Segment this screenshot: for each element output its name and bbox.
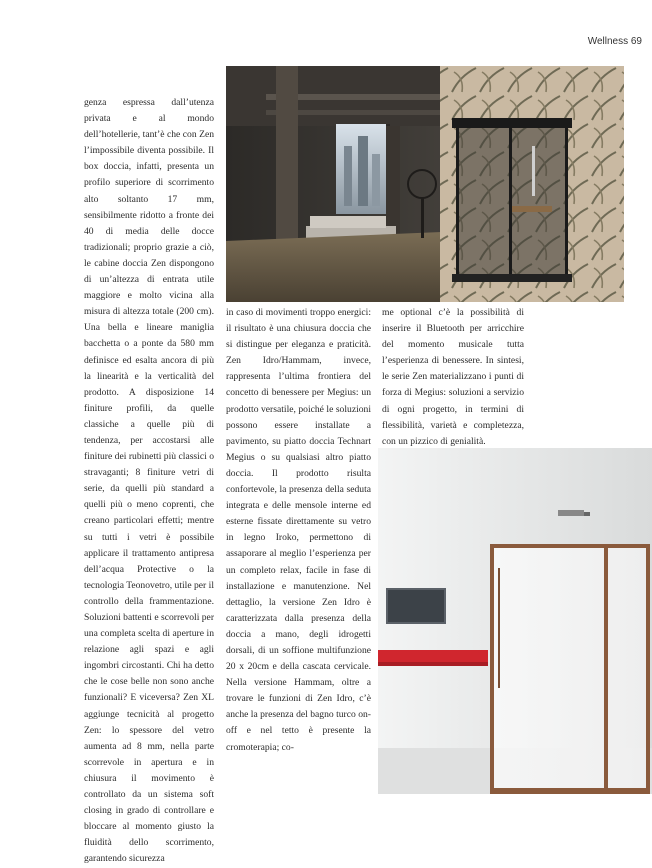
article-column-3 [382, 305, 524, 450]
article-column-1 [84, 95, 214, 868]
article-column-2 [226, 305, 371, 756]
page-header-folio: Wellness 69 [587, 36, 642, 47]
article-paragraph: in caso di movimenti troppo energici: il risultato è una chiusura doccia che si distingue per eleganza e praticità. Zen Idro/Hammam, invece, rappresenta l’ultima frontiera del concetto di benessere per Megius: un prodotto versatile, poiché le soluzioni possono essere installate a pavimento, su piatto doccia Technart Megius o su qualsiasi altro piatto doccia. Il prodotto risulta confortevole, la presenza della seduta integrata e delle mensole interne ed esterne fissate direttamente su vetro in legno Iroko, permettono di assaporare al meglio l’esperienza per un completo relax, facile in fase di installazione e manutenzione. Nel dettaglio, la versione Zen Idro è caratterizzata dalla presenza della doccia a mano, degli idrogetti dorsali, di un soffione multifunzione 20 x 20cm e della cascata cervicale. Nella versione Hammam, oltre a trovare le funzioni di Zen Idro, c’è anche la presenza del bagno turco on-off e nel tetto è presente la cromoterapia; co- [226, 307, 371, 753]
shower-cabin-photo [226, 66, 624, 302]
shower-enclosure-photo [378, 448, 652, 794]
article-paragraph: me optional c’è la possibilità di inserire il Bluetooth per arricchire del momento musicale tutta l’esperienza di benessere. In sintesi, le serie Zen materializzano i punti di forza di Megius: soluzioni a servizio di ogni progetto, in termini di flessibilità, varietà e completezza, con un pizzico di genialità. [382, 307, 524, 447]
article-paragraph: genza espressa dall’utenza privata e al mondo dell’hotellerie, tant’è che con Zen l’impossibile diventa possibile. Il box doccia, infatti, presenta un profilo superiore di scorrimento alto soltanto 17 mm, sensibilmente ridotto a fronte dei 40 di media delle docce tradizionali; proprio grazie a ciò, le cabine doccia Zen dispongono di un’altezza di entrata utile maggiore e molto vicina alla misura di altezza totale (200 cm). Una bella e lineare maniglia bacchetta o a ponte da 580 mm definisce ed esalta ancora di più la linearità e la verticalità del prodotto. A disposizione 14 finiture profili, da quelle classiche a quelle più di tendenza, per accostarsi alle finiture dei rubinetti più classici o stravaganti; 8 finiture vetri di serie, da quelli più standard a quelli più o meno coprenti, che creano particolari effetti; mentre su tutti i vetri è possibile applicare il trattamento antipresa dell’acqua Protective o la tecnologia Teonovetro, utile per il controllo della frammentazione. Soluzioni battenti e scorrevoli per una completa scelta di aperture in relazione agli spazi e agli ingombri circostanti. Chi ha detto che le cose belle non sono anche funzionali? E viceversa? Zen XL aggiunge tecnicità al progetto Zen: lo spessore del vetro aumenta ad 8 mm, nella parte scorrevole in apertura e in chiusura il movimento è controllato da un sistema soft closing in grado di controllare e bloccare al momento giusto la fluidità dello scorrimento, garantendo sicurezza [84, 97, 215, 865]
